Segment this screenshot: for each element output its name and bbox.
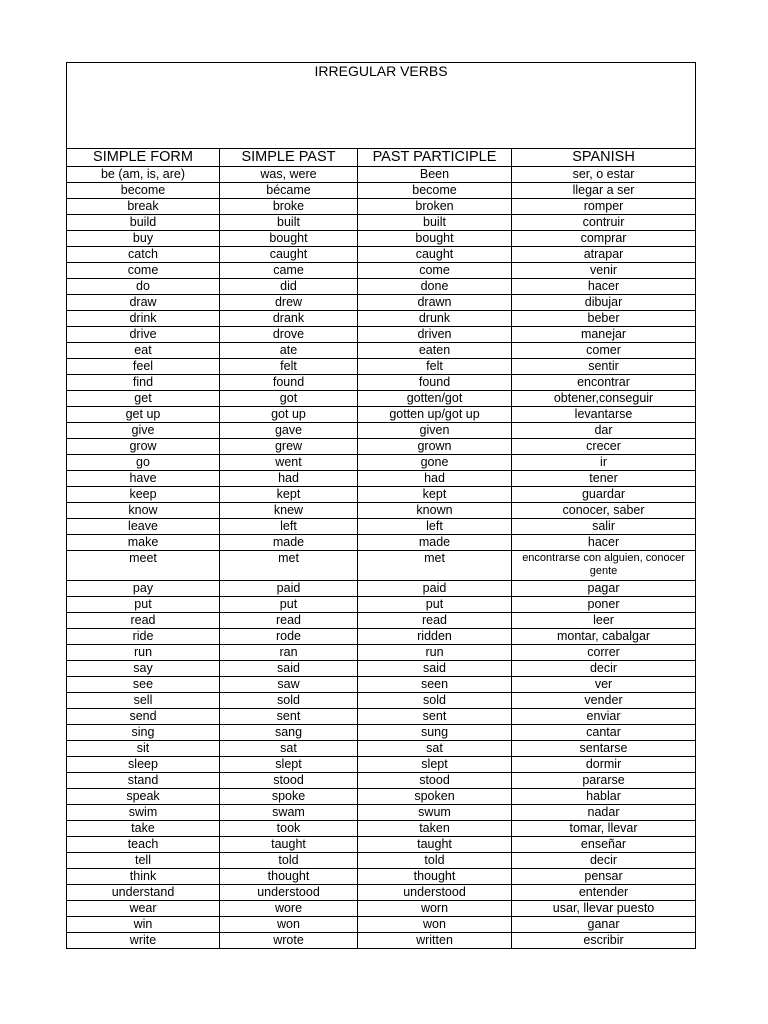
table-row [67, 677, 696, 693]
simple-past-cell: read [220, 613, 358, 629]
table-row [67, 167, 696, 183]
simple-past-cell: saw [220, 677, 358, 693]
table-row [67, 917, 696, 933]
simple-form-cell: read [67, 613, 220, 629]
spanish-cell: tener [512, 471, 696, 487]
table-row [67, 471, 696, 487]
simple-past-cell: told [220, 853, 358, 869]
table-row [67, 901, 696, 917]
past-participle-cell: done [358, 279, 512, 295]
spanish-cell: comer [512, 343, 696, 359]
simple-form-cell: speak [67, 789, 220, 805]
past-participle-cell: sent [358, 709, 512, 725]
table-row [67, 439, 696, 455]
irregular-verbs-table [66, 62, 696, 949]
past-participle-cell: sung [358, 725, 512, 741]
simple-past-cell: went [220, 455, 358, 471]
simple-form-cell: get [67, 391, 220, 407]
simple-form-cell: ride [67, 629, 220, 645]
table-row [67, 455, 696, 471]
table-row [67, 327, 696, 343]
simple-past-cell: sold [220, 693, 358, 709]
spanish-cell: conocer, saber [512, 503, 696, 519]
spanish-cell: entender [512, 885, 696, 901]
simple-form-cell: grow [67, 439, 220, 455]
simple-form-cell: get up [67, 407, 220, 423]
table-row [67, 263, 696, 279]
simple-form-cell: draw [67, 295, 220, 311]
simple-past-cell: ate [220, 343, 358, 359]
spanish-cell: venir [512, 263, 696, 279]
simple-form-cell: teach [67, 837, 220, 853]
simple-past-cell: slept [220, 757, 358, 773]
spanish-cell: salir [512, 519, 696, 535]
spanish-cell: hablar [512, 789, 696, 805]
simple-past-cell: gave [220, 423, 358, 439]
spanish-cell: comprar [512, 231, 696, 247]
simple-form-cell: sell [67, 693, 220, 709]
past-participle-cell: paid [358, 581, 512, 597]
past-participle-cell: built [358, 215, 512, 231]
simple-past-cell: sang [220, 725, 358, 741]
table-row [67, 535, 696, 551]
spanish-cell: romper [512, 199, 696, 215]
table-row [67, 231, 696, 247]
simple-form-cell: sit [67, 741, 220, 757]
spanish-cell: poner [512, 597, 696, 613]
simple-form-cell: write [67, 933, 220, 949]
table-row [67, 215, 696, 231]
past-participle-cell: met [358, 551, 512, 581]
simple-form-cell: drink [67, 311, 220, 327]
table-row [67, 247, 696, 263]
simple-form-cell: stand [67, 773, 220, 789]
spanish-cell: correr [512, 645, 696, 661]
spanish-cell: ver [512, 677, 696, 693]
spanish-cell: pensar [512, 869, 696, 885]
past-participle-cell: felt [358, 359, 512, 375]
simple-past-cell: drove [220, 327, 358, 343]
simple-form-cell: find [67, 375, 220, 391]
spanish-cell: encontrar [512, 375, 696, 391]
past-participle-cell: understood [358, 885, 512, 901]
past-participle-cell: taught [358, 837, 512, 853]
simple-form-cell: run [67, 645, 220, 661]
simple-form-cell: give [67, 423, 220, 439]
past-participle-cell: become [358, 183, 512, 199]
simple-past-cell: thought [220, 869, 358, 885]
simple-form-cell: do [67, 279, 220, 295]
past-participle-cell: sat [358, 741, 512, 757]
past-participle-cell: caught [358, 247, 512, 263]
past-participle-cell: seen [358, 677, 512, 693]
simple-past-cell: got [220, 391, 358, 407]
spanish-cell: dar [512, 423, 696, 439]
table-row [67, 645, 696, 661]
simple-form-cell: think [67, 869, 220, 885]
table-row [67, 519, 696, 535]
simple-form-cell: eat [67, 343, 220, 359]
past-participle-cell: taken [358, 821, 512, 837]
simple-past-cell: made [220, 535, 358, 551]
simple-form-cell: build [67, 215, 220, 231]
spanish-cell: ir [512, 455, 696, 471]
table-row [67, 629, 696, 645]
spanish-cell: ser, o estar [512, 167, 696, 183]
simple-past-cell: grew [220, 439, 358, 455]
table-row [67, 183, 696, 199]
spanish-cell: levantarse [512, 407, 696, 423]
table-row [67, 311, 696, 327]
simple-form-cell: put [67, 597, 220, 613]
table-row [67, 295, 696, 311]
simple-past-cell: had [220, 471, 358, 487]
past-participle-cell: told [358, 853, 512, 869]
table-row [67, 391, 696, 407]
simple-past-cell: drank [220, 311, 358, 327]
simple-past-cell: left [220, 519, 358, 535]
simple-past-cell: caught [220, 247, 358, 263]
table-row [67, 407, 696, 423]
header-row [67, 149, 696, 167]
simple-past-cell: met [220, 551, 358, 581]
past-participle-cell: drunk [358, 311, 512, 327]
simple-form-cell: sing [67, 725, 220, 741]
table-row [67, 581, 696, 597]
simple-form-cell: catch [67, 247, 220, 263]
spanish-cell: guardar [512, 487, 696, 503]
table-title: IRREGULAR VERBS [67, 63, 696, 149]
past-participle-cell: stood [358, 773, 512, 789]
simple-form-cell: drive [67, 327, 220, 343]
simple-form-cell: make [67, 535, 220, 551]
spanish-cell: dibujar [512, 295, 696, 311]
simple-form-cell: pay [67, 581, 220, 597]
simple-form-cell: leave [67, 519, 220, 535]
table-row [67, 423, 696, 439]
past-participle-cell: worn [358, 901, 512, 917]
past-participle-cell: sold [358, 693, 512, 709]
simple-past-cell: got up [220, 407, 358, 423]
table-row [67, 885, 696, 901]
spanish-cell: contruir [512, 215, 696, 231]
title-row [67, 63, 696, 149]
table-row [67, 279, 696, 295]
simple-past-cell: built [220, 215, 358, 231]
past-participle-cell: read [358, 613, 512, 629]
table-row [67, 359, 696, 375]
column-header-simple-form: SIMPLE FORM [67, 149, 220, 167]
spanish-cell: decir [512, 661, 696, 677]
simple-form-cell: meet [67, 551, 220, 581]
column-header-spanish: SPANISH [512, 149, 696, 167]
past-participle-cell: driven [358, 327, 512, 343]
past-participle-cell: found [358, 375, 512, 391]
simple-past-cell: drew [220, 295, 358, 311]
simple-form-cell: break [67, 199, 220, 215]
spanish-cell: pararse [512, 773, 696, 789]
simple-past-cell: stood [220, 773, 358, 789]
past-participle-cell: come [358, 263, 512, 279]
spanish-cell: ganar [512, 917, 696, 933]
spanish-cell: enseñar [512, 837, 696, 853]
table-row [67, 343, 696, 359]
table-row [67, 551, 696, 581]
simple-form-cell: swim [67, 805, 220, 821]
simple-past-cell: broke [220, 199, 358, 215]
column-header-simple-past: SIMPLE PAST [220, 149, 358, 167]
spanish-cell: sentarse [512, 741, 696, 757]
table-row [67, 661, 696, 677]
table-row [67, 375, 696, 391]
past-participle-cell: kept [358, 487, 512, 503]
table-row [67, 199, 696, 215]
spanish-cell: sentir [512, 359, 696, 375]
table-row [67, 693, 696, 709]
column-header-past-participle: PAST PARTICIPLE [358, 149, 512, 167]
past-participle-cell: known [358, 503, 512, 519]
simple-form-cell: wear [67, 901, 220, 917]
spanish-cell: pagar [512, 581, 696, 597]
past-participle-cell: spoken [358, 789, 512, 805]
spanish-cell: cantar [512, 725, 696, 741]
simple-form-cell: understand [67, 885, 220, 901]
simple-form-cell: keep [67, 487, 220, 503]
simple-form-cell: be (am, is, are) [67, 167, 220, 183]
simple-past-cell: took [220, 821, 358, 837]
simple-form-cell: go [67, 455, 220, 471]
spanish-cell: usar, llevar puesto [512, 901, 696, 917]
spanish-cell: escribir [512, 933, 696, 949]
table-row [67, 725, 696, 741]
simple-past-cell: bought [220, 231, 358, 247]
spanish-cell: crecer [512, 439, 696, 455]
spanish-cell: encontrarse con alguien, conocer gente [512, 551, 696, 581]
spanish-cell: enviar [512, 709, 696, 725]
table-body [67, 167, 696, 949]
past-participle-cell: given [358, 423, 512, 439]
past-participle-cell: written [358, 933, 512, 949]
simple-form-cell: become [67, 183, 220, 199]
table-row [67, 503, 696, 519]
past-participle-cell: ridden [358, 629, 512, 645]
table-row [67, 821, 696, 837]
simple-past-cell: kept [220, 487, 358, 503]
past-participle-cell: run [358, 645, 512, 661]
spanish-cell: obtener,conseguir [512, 391, 696, 407]
spanish-cell: vender [512, 693, 696, 709]
simple-form-cell: tell [67, 853, 220, 869]
past-participle-cell: won [358, 917, 512, 933]
simple-form-cell: win [67, 917, 220, 933]
spanish-cell: beber [512, 311, 696, 327]
spanish-cell: nadar [512, 805, 696, 821]
simple-past-cell: sat [220, 741, 358, 757]
past-participle-cell: gotten up/got up [358, 407, 512, 423]
past-participle-cell: broken [358, 199, 512, 215]
past-participle-cell: swum [358, 805, 512, 821]
simple-past-cell: taught [220, 837, 358, 853]
simple-form-cell: have [67, 471, 220, 487]
table-row [67, 773, 696, 789]
table-row [67, 741, 696, 757]
simple-form-cell: buy [67, 231, 220, 247]
past-participle-cell: said [358, 661, 512, 677]
table-row [67, 597, 696, 613]
simple-past-cell: won [220, 917, 358, 933]
table-row [67, 869, 696, 885]
spanish-cell: hacer [512, 535, 696, 551]
past-participle-cell: thought [358, 869, 512, 885]
simple-past-cell: spoke [220, 789, 358, 805]
past-participle-cell: slept [358, 757, 512, 773]
past-participle-cell: made [358, 535, 512, 551]
past-participle-cell: put [358, 597, 512, 613]
simple-form-cell: know [67, 503, 220, 519]
simple-past-cell: rode [220, 629, 358, 645]
table-row [67, 613, 696, 629]
simple-past-cell: bécame [220, 183, 358, 199]
simple-past-cell: said [220, 661, 358, 677]
simple-form-cell: feel [67, 359, 220, 375]
simple-past-cell: ran [220, 645, 358, 661]
simple-past-cell: wrote [220, 933, 358, 949]
simple-past-cell: sent [220, 709, 358, 725]
simple-past-cell: came [220, 263, 358, 279]
table-row [67, 853, 696, 869]
simple-past-cell: felt [220, 359, 358, 375]
spanish-cell: decir [512, 853, 696, 869]
table-row [67, 757, 696, 773]
past-participle-cell: grown [358, 439, 512, 455]
past-participle-cell: bought [358, 231, 512, 247]
simple-form-cell: take [67, 821, 220, 837]
simple-past-cell: put [220, 597, 358, 613]
table-row [67, 487, 696, 503]
past-participle-cell: gone [358, 455, 512, 471]
simple-form-cell: sleep [67, 757, 220, 773]
past-participle-cell: gotten/got [358, 391, 512, 407]
simple-form-cell: come [67, 263, 220, 279]
simple-form-cell: see [67, 677, 220, 693]
past-participle-cell: eaten [358, 343, 512, 359]
simple-form-cell: send [67, 709, 220, 725]
spanish-cell: hacer [512, 279, 696, 295]
spanish-cell: leer [512, 613, 696, 629]
simple-past-cell: understood [220, 885, 358, 901]
table-row [67, 837, 696, 853]
table-row [67, 709, 696, 725]
simple-past-cell: was, were [220, 167, 358, 183]
spanish-cell: dormir [512, 757, 696, 773]
simple-past-cell: found [220, 375, 358, 391]
table-row [67, 805, 696, 821]
table-row [67, 789, 696, 805]
simple-past-cell: paid [220, 581, 358, 597]
past-participle-cell: drawn [358, 295, 512, 311]
simple-past-cell: swam [220, 805, 358, 821]
spanish-cell: tomar, llevar [512, 821, 696, 837]
simple-past-cell: knew [220, 503, 358, 519]
simple-past-cell: did [220, 279, 358, 295]
simple-past-cell: wore [220, 901, 358, 917]
past-participle-cell: had [358, 471, 512, 487]
simple-form-cell: say [67, 661, 220, 677]
spanish-cell: atrapar [512, 247, 696, 263]
spanish-cell: manejar [512, 327, 696, 343]
table-row [67, 933, 696, 949]
spanish-cell: montar, cabalgar [512, 629, 696, 645]
past-participle-cell: Been [358, 167, 512, 183]
spanish-cell: llegar a ser [512, 183, 696, 199]
past-participle-cell: left [358, 519, 512, 535]
